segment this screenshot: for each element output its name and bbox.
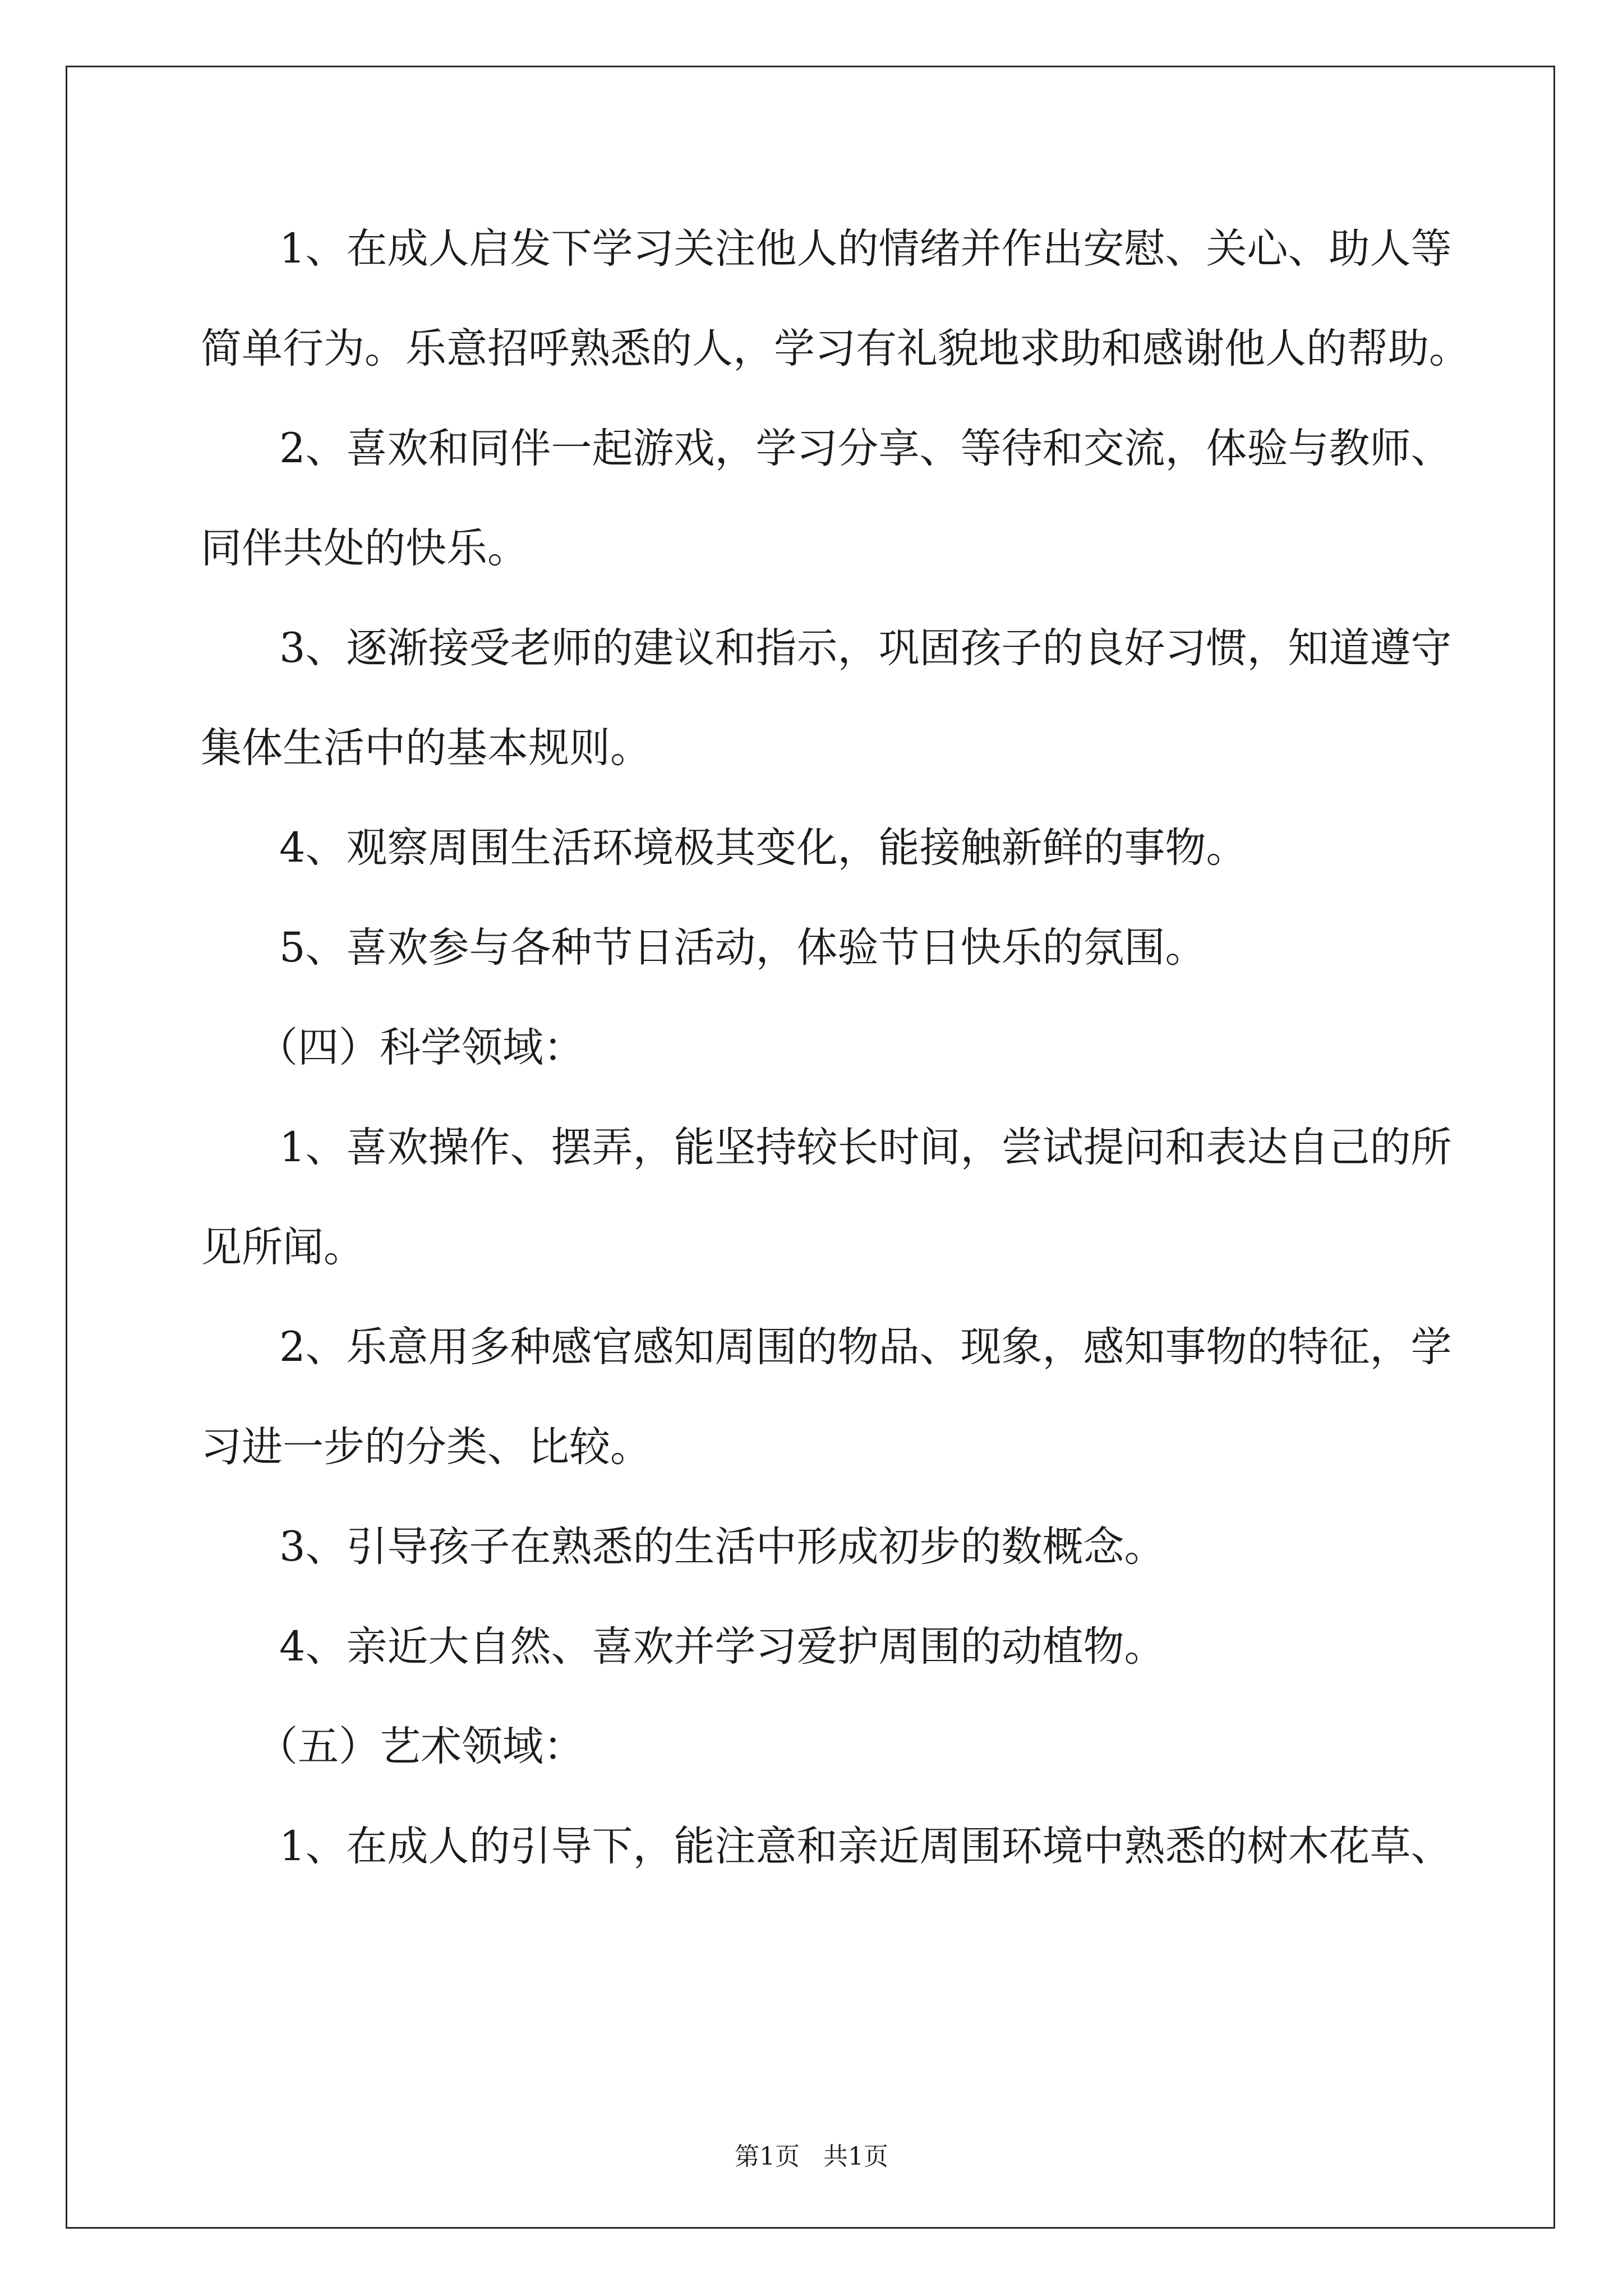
section-heading-art: （五）艺术领域： <box>257 1723 584 1770</box>
paragraph-line: 简单行为。乐意招呼熟悉的人，学习有礼貌地求助和感谢他人的帮助。 <box>201 325 1470 372</box>
paragraph-line: 5、喜欢参与各种节日活动，体验节日快乐的氛围。 <box>279 924 1206 972</box>
paragraph-line: 集体生活中的基本规则。 <box>201 724 651 772</box>
paragraph-line: 4、亲近大自然、喜欢并学习爱护周围的动植物。 <box>279 1623 1165 1671</box>
paragraph-line: 4、观察周围生活环境极其变化，能接触新鲜的事物。 <box>279 824 1247 872</box>
paragraph-line: 见所闻。 <box>201 1223 365 1271</box>
paragraph-line: 3、引导孩子在熟悉的生活中形成初步的数概念。 <box>279 1523 1165 1571</box>
paragraph-line: 2、乐意用多种感官感知周围的物品、现象，感知事物的特征，学 <box>279 1323 1452 1371</box>
document-body <box>201 213 1470 1911</box>
paragraph-line: 1、喜欢操作、摆弄，能坚持较长时间，尝试提问和表达自己的所 <box>279 1124 1452 1171</box>
paragraph-line: 习进一步的分类、比较。 <box>201 1423 651 1471</box>
paragraph-line: 1、在成人启发下学习关注他人的情绪并作出安慰、关心、助人等 <box>279 225 1452 273</box>
section-heading-science: （四）科学领域： <box>257 1024 584 1071</box>
page-footer: 第1页 共1页 <box>735 2142 888 2171</box>
paragraph-line: 2、喜欢和同伴一起游戏，学习分享、等待和交流，体验与教师、 <box>279 425 1452 472</box>
paragraph-line: 1、在成人的引导下，能注意和亲近周围环境中熟悉的树木花草、 <box>279 1823 1452 1870</box>
paragraph-line: 同伴共处的快乐。 <box>201 524 528 572</box>
paragraph-line: 3、逐渐接受老师的建议和指示，巩固孩子的良好习惯，知道遵守 <box>279 624 1452 672</box>
